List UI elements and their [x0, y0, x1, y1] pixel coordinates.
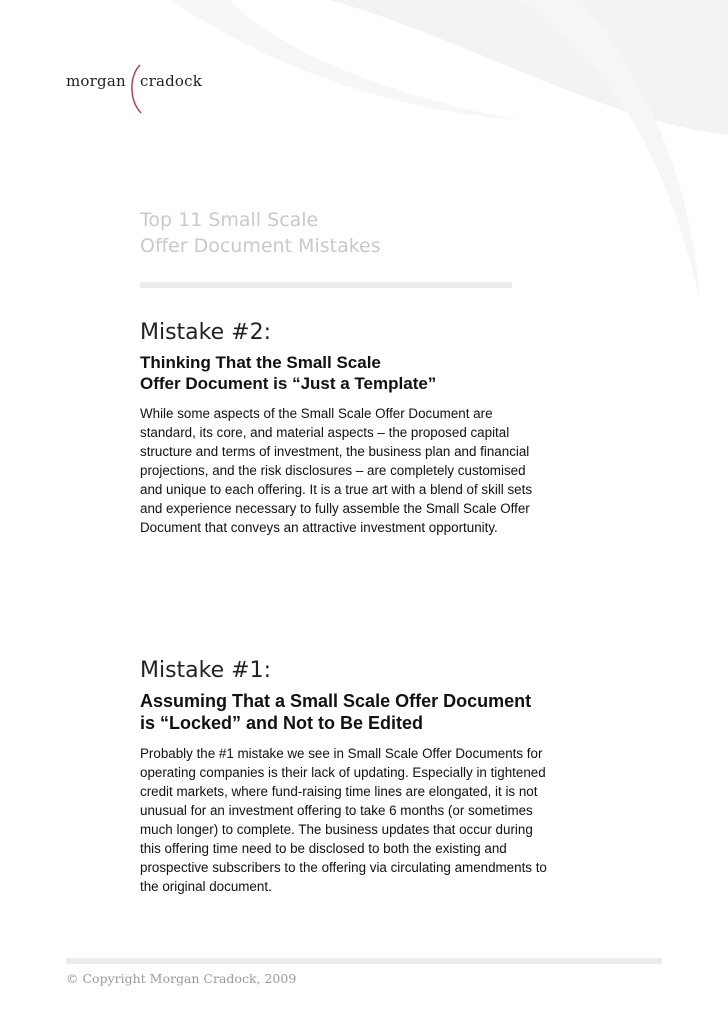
body-line: Probably the #1 mistake we see in Small Scale Offer Documents for — [140, 746, 543, 761]
heading-line: Thinking That the Small Scale — [140, 353, 381, 372]
body-line: operating companies is their lack of updating. Especially in tightened — [140, 765, 546, 780]
title-line: Top 11 Small Scale — [140, 209, 319, 231]
body-line: this offering time need to be disclosed to both the existing and — [140, 841, 507, 856]
body-line: unusual for an investment offering to take 6 months (or sometimes — [140, 803, 533, 818]
mistake-body — [140, 744, 610, 896]
heading-line: is “Locked” and Not to Be Edited — [140, 713, 424, 733]
mistake-label: Mistake #1: — [140, 658, 271, 683]
body-line: and unique to each offering. It is a true art with a blend of skill sets — [140, 482, 533, 497]
company-logo — [66, 64, 206, 114]
mistake-heading — [140, 690, 610, 734]
body-line: much longer) to complete. The business updates that occur during — [140, 822, 533, 837]
logo-word-right: cradock — [140, 72, 203, 90]
title-line: Offer Document Mistakes — [140, 235, 381, 257]
body-line: projections, and the risk disclosures – are completely customised — [140, 463, 526, 478]
heading-line: Offer Document is “Just a Template” — [140, 374, 437, 393]
body-line: Document that conveys an attractive investment opportunity. — [140, 520, 498, 535]
mistake-heading — [140, 352, 610, 394]
mistake-label: Mistake #2: — [140, 320, 271, 345]
heading-line: Assuming That a Small Scale Offer Document — [140, 691, 532, 711]
mistake-body — [140, 404, 610, 537]
body-line: While some aspects of the Small Scale Offer Document are — [140, 406, 493, 421]
body-line: and experience necessary to fully assemble the Small Scale Offer — [140, 501, 530, 516]
body-line: the original document. — [140, 879, 272, 894]
body-line: standard, its core, and material aspects – the proposed capital — [140, 425, 510, 440]
mistake-section — [140, 318, 610, 537]
body-line: credit markets, where fund-raising time lines are elongated, it is not — [140, 784, 538, 799]
logo-word-left: morgan — [66, 72, 126, 90]
copyright-notice: © Copyright Morgan Cradock, 2009 — [66, 971, 297, 986]
mistake-section — [140, 656, 610, 896]
body-line: prospective subscribers to the offering via circulating amendments to — [140, 860, 547, 875]
title-divider — [140, 282, 512, 288]
footer-divider — [66, 958, 662, 964]
body-line: structure and terms of investment, the business plan and financial — [140, 444, 530, 459]
document-title — [140, 207, 560, 259]
